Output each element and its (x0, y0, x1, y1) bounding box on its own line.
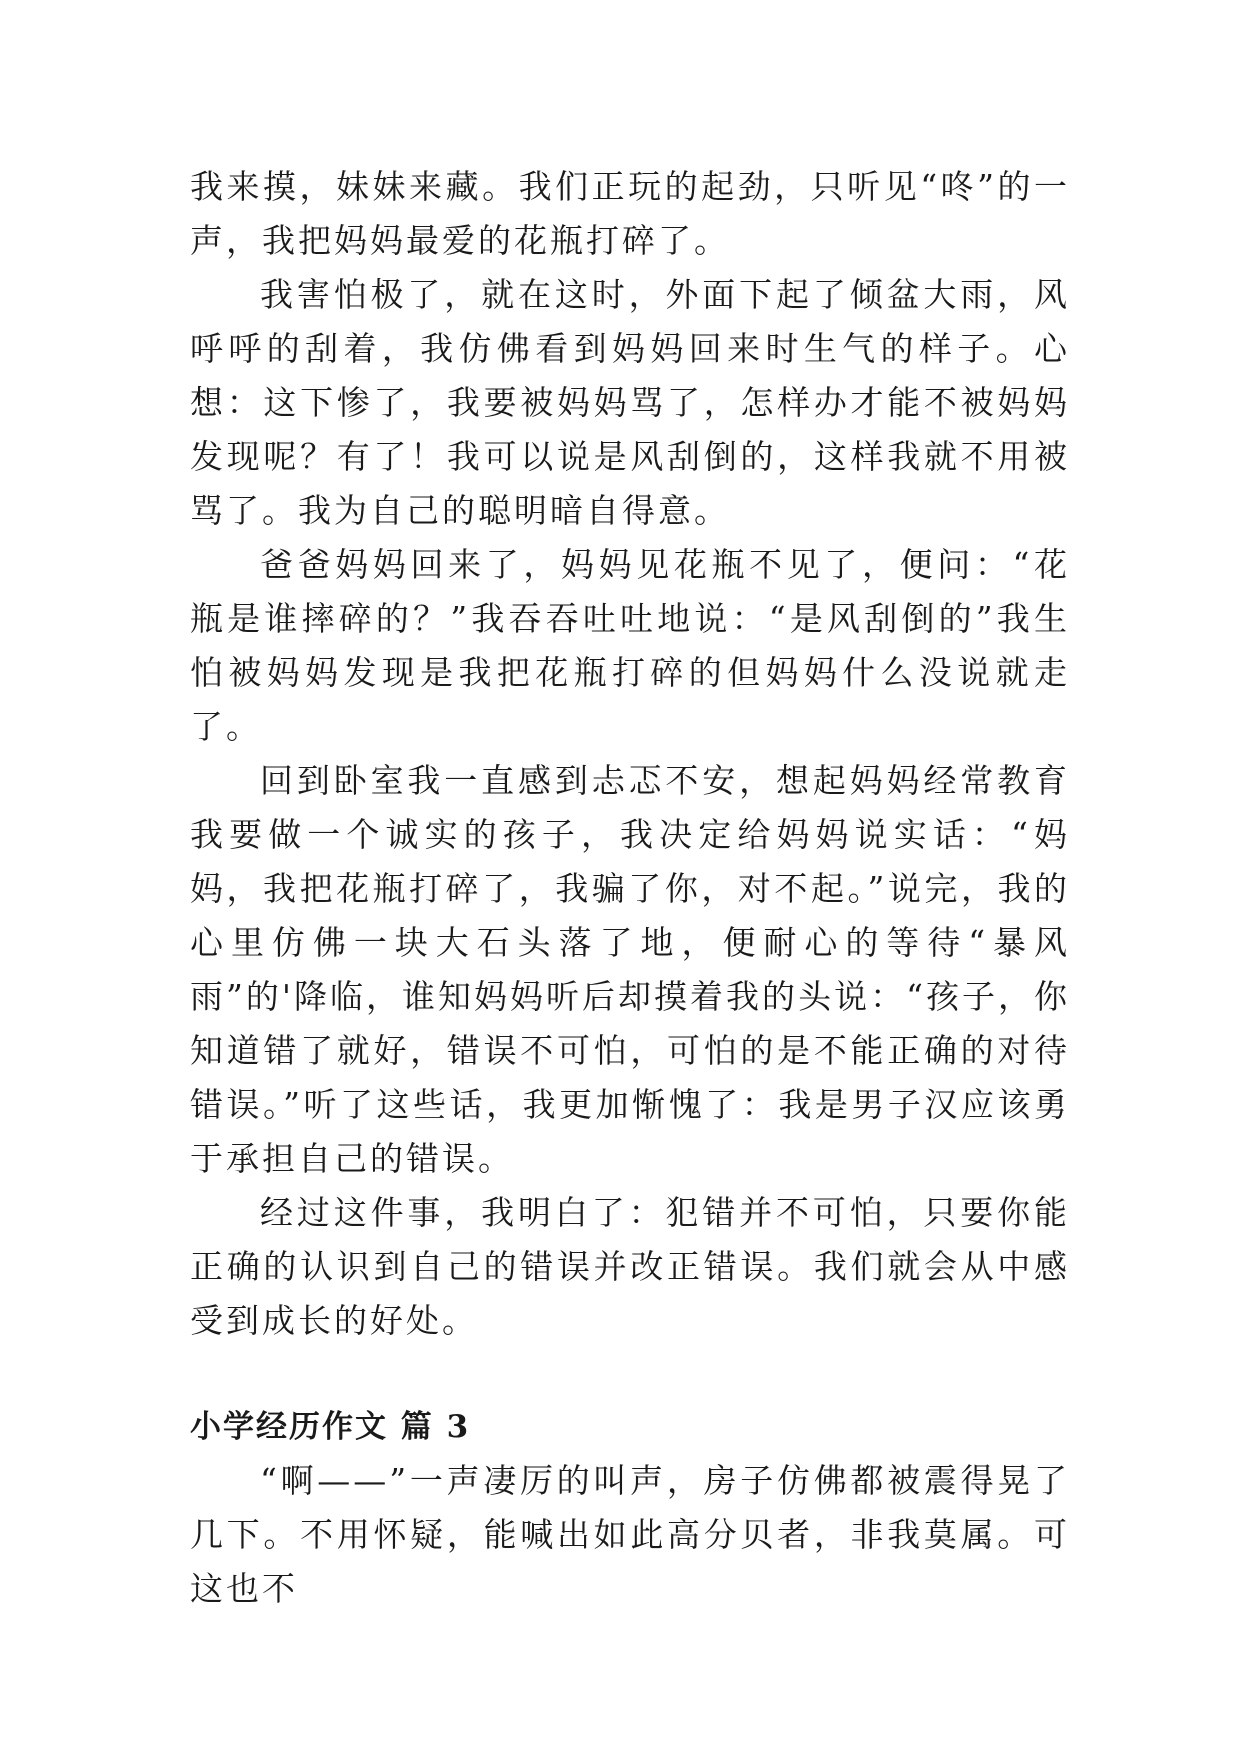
paragraph-4: 回到卧室我一直感到忐忑不安，想起妈妈经常教育我要做一个诚实的孩子，我决定给妈妈说实话：“妈妈，我把花瓶打碎了，我骗了你，对不起。”说完，我的心里仿佛一块大石头落了地，便耐心的等待“暴风雨”的'降临，谁知妈妈听后却摸着我的头说：“孩子，你知道错了就好，错误不可怕，可怕的是不能正确的对待错误。”听了这些话，我更加惭愧了：我是男子汉应该勇于承担自己的错误。 (190, 761, 1070, 1178)
paragraph-5: 经过这件事，我明白了：犯错并不可怕，只要你能正确的认识到自己的错误并改正错误。我们就会从中感受到成长的好处。 (190, 1193, 1070, 1340)
section-paragraph-1: “啊——”一声凄厉的叫声，房子仿佛都被震得晃了几下。不用怀疑，能喊出如此高分贝者，非我莫属。可这也不 (190, 1461, 1070, 1608)
section-title: 小学经历作文 篇 3 (190, 1409, 471, 1445)
document-body (190, 160, 1070, 1616)
paragraph-2: 我害怕极了，就在这时，外面下起了倾盆大雨，风呼呼的刮着，我仿佛看到妈妈回来时生气的样子。心想：这下惨了，我要被妈妈骂了，怎样办才能不被妈妈发现呢？有了！我可以说是风刮倒的，这样我就不用被骂了。我为自己的聪明暗自得意。 (190, 275, 1070, 530)
paragraph-1: 我来摸，妹妹来藏。我们正玩的起劲，只听见“咚”的一声，我把妈妈最爱的花瓶打碎了。 (190, 167, 1070, 260)
paragraph-3: 爸爸妈妈回来了，妈妈见花瓶不见了，便问：“花瓶是谁摔碎的？”我吞吞吐吐地说：“是风刮倒的”我生怕被妈妈发现是我把花瓶打碎的但妈妈什么没说就走了。 (190, 545, 1070, 746)
